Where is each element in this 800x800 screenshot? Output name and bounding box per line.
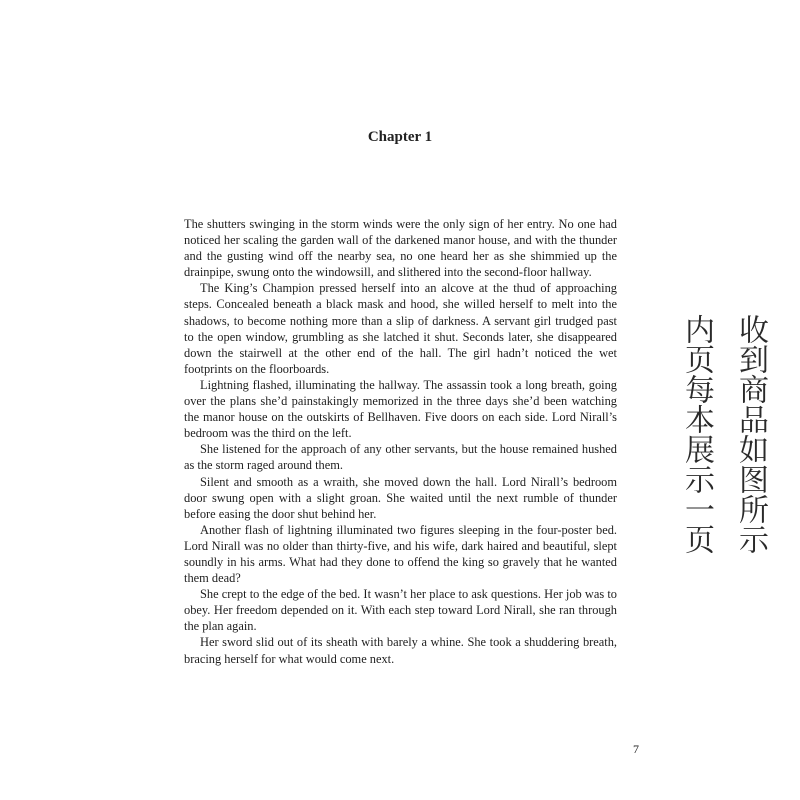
paragraph: Another flash of lightning illuminated two figures sleeping in the four-poster bed. Lord Nirall was no older than thirty-five, and his wife, dark haired and beautiful, slept soundly in his arms. What had they done to offend the king so gravely that he wanted them dead?	[184, 522, 617, 586]
paragraph: The King’s Champion pressed herself into an alcove at the thud of approaching steps. Concealed beneath a black mask and hood, she willed herself to melt into the shadows, to become nothing more than a slip of darkness. A servant girl trudged past to the open window, grumbling as she latched it shut. Seconds later, she disappeared down the stairwell at the other end of the hall. The girl hadn’t noticed the wet footprints on the floorboards.	[184, 281, 617, 376]
paragraph: Lightning flashed, illuminating the hallway. The assassin took a long breath, going over the plans she’d painstakingly memorized in the three days she’d been watching the manor house on the outskirts of Bellhaven. Five doors on each side. Lord Nirall’s bedroom was the third on the left.	[184, 377, 617, 441]
paragraph: She listened for the approach of any other servants, but the house remained hushed as the storm raged around them.	[184, 442, 617, 473]
chapter-body	[184, 216, 617, 667]
paragraph: Silent and smooth as a wraith, she moved down the hall. Lord Nirall’s bedroom door swung open with a slight groan. She waited until the next rumble of thunder before easing the door shut behind her.	[184, 474, 617, 521]
page-number: 7	[633, 742, 639, 756]
watermark-column-left: 内页每本展示一页	[679, 314, 714, 554]
watermark-column-right: 收到商品如图所示	[733, 314, 768, 554]
paragraph: The shutters swinging in the storm winds were the only sign of her entry. No one had noticed her scaling the garden wall of the darkened manor house, and with the thunder and the gusting wind off the nearby sea, no one heard her as she shimmied up the drainpipe, swung onto the windowsill, and slithered into the second-floor hallway.	[184, 217, 617, 280]
chapter-title: Chapter 1	[367, 129, 433, 145]
paragraph: Her sword slid out of its sheath with barely a whine. She took a shuddering breath, bracing herself for what would come next.	[184, 635, 617, 666]
paragraph: She crept to the edge of the bed. It wasn’t her place to ask questions. Her job was to obey. Her freedom depended on it. With each step toward Lord Nirall, she ran through the plan again.	[184, 587, 617, 634]
